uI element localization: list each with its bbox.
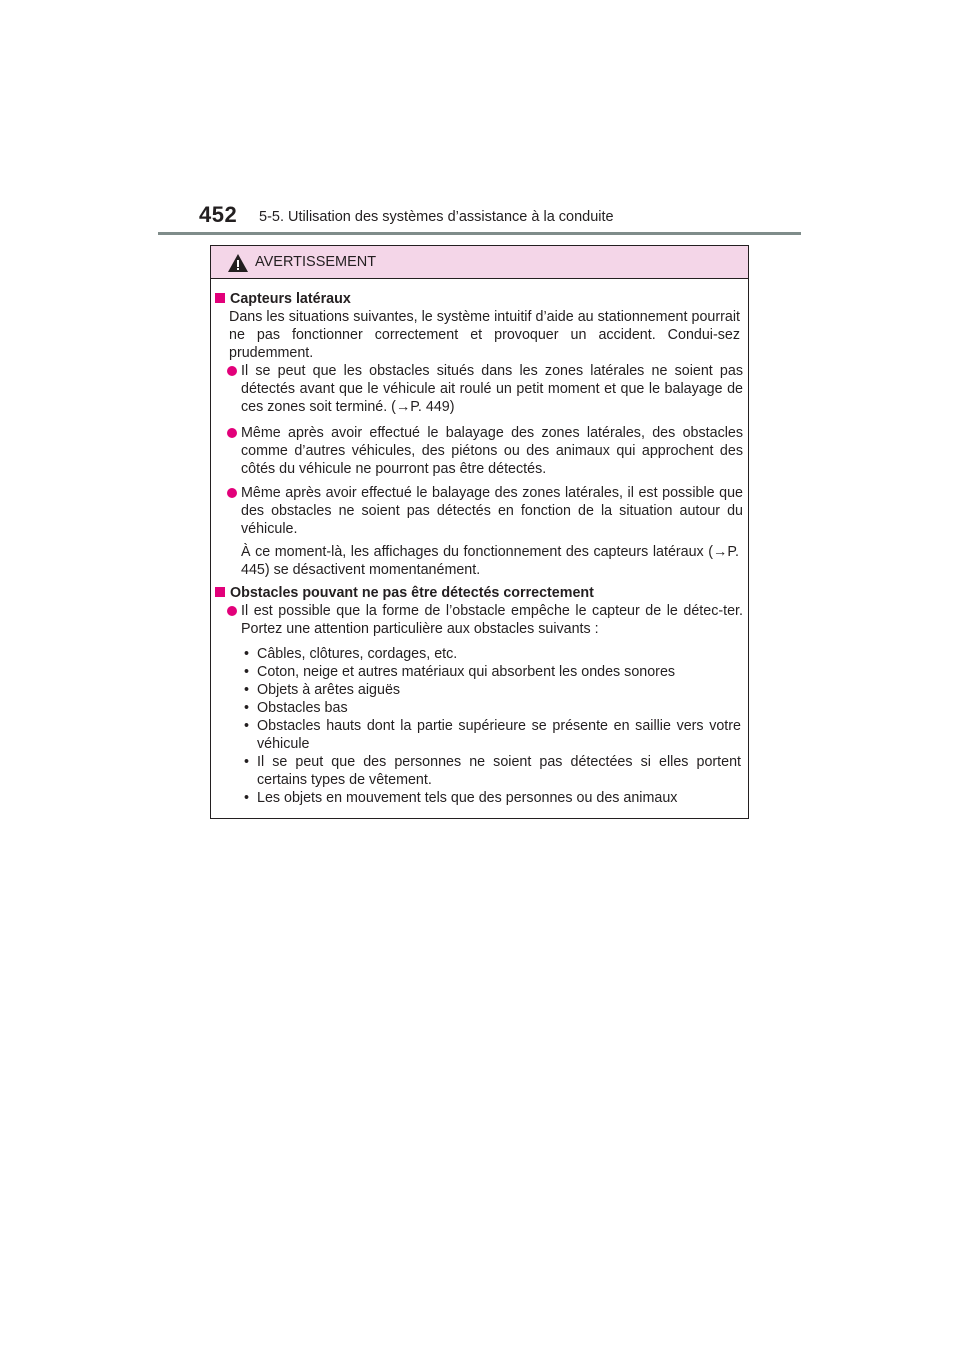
small-bullet-icon: •	[244, 664, 250, 680]
list-item: Obstacles hauts dont la partie supérieure se présente en saillie vers votre véhicule	[257, 718, 741, 752]
list-item: Coton, neige et autres matériaux qui absorbent les ondes sonores	[257, 664, 676, 680]
list-item: Les objets en mouvement tels que des personnes ou des animaux	[257, 790, 678, 806]
chapter-title: 5-5. Utilisation des systèmes d’assistance à la conduite	[259, 209, 614, 225]
section-intro: Dans les situations suivantes, le système intuitif d’aide au stationnement pourrait ne pas fonctionner correctement et provoquer un accident. Condui-sez prudemment.	[229, 309, 740, 361]
square-bullet-icon	[215, 587, 225, 597]
square-bullet-icon	[215, 293, 225, 303]
section-title: Obstacles pouvant ne pas être détectés correctement	[215, 584, 594, 602]
round-bullet-icon	[227, 366, 237, 376]
small-bullet-icon: •	[244, 682, 250, 698]
section-title: Capteurs latéraux	[215, 290, 351, 308]
round-bullet-icon	[227, 488, 237, 498]
round-bullet-icon	[227, 428, 237, 438]
bullet-item: Même après avoir effectué le balayage des zones latérales, des obstacles comme d’autres véhicules, des piétons ou des animaux qui approchent des côtés du véhicule ne pourront pas être détectés.	[241, 425, 743, 477]
list-item: Câbles, clôtures, cordages, etc.	[257, 646, 458, 662]
small-bullet-icon: •	[244, 790, 250, 806]
list-item: Objets à arêtes aiguës	[257, 682, 401, 698]
bullet-item: Il se peut que les obstacles situés dans les zones latérales ne soient pas détectés avant que le véhicule ait roulé un petit moment et que le balayage de ces zones soit terminé. (→P. 449)	[241, 363, 743, 415]
bullet-item: Il est possible que la forme de l’obstacle empêche le capteur de le détec-ter. Portez une attention particulière aux obstacles suivants :	[241, 603, 743, 637]
warning-box	[210, 245, 749, 819]
small-bullet-icon: •	[244, 646, 250, 662]
section-note: À ce moment-là, les affichages du fonctionnement des capteurs latéraux (→P. 445) se désactivent momentanément.	[241, 544, 739, 578]
small-bullet-icon: •	[244, 700, 250, 716]
small-bullet-icon: •	[244, 754, 250, 770]
warning-title: AVERTISSEMENT	[255, 254, 377, 270]
small-bullet-icon: •	[244, 718, 250, 734]
list-item: Il se peut que des personnes ne soient pas détectées si elles portent certains types de vêtement.	[257, 754, 741, 788]
warning-header	[211, 246, 748, 279]
page-number: 452	[199, 202, 238, 227]
bullet-item: Même après avoir effectué le balayage des zones latérales, il est possible que des obstacles ne soient pas détectés en fonction de la situation autour du véhicule.	[241, 485, 743, 537]
list-item: Obstacles bas	[257, 700, 348, 716]
header-rule	[158, 232, 801, 235]
round-bullet-icon	[227, 606, 237, 616]
warning-triangle-icon	[227, 253, 249, 273]
